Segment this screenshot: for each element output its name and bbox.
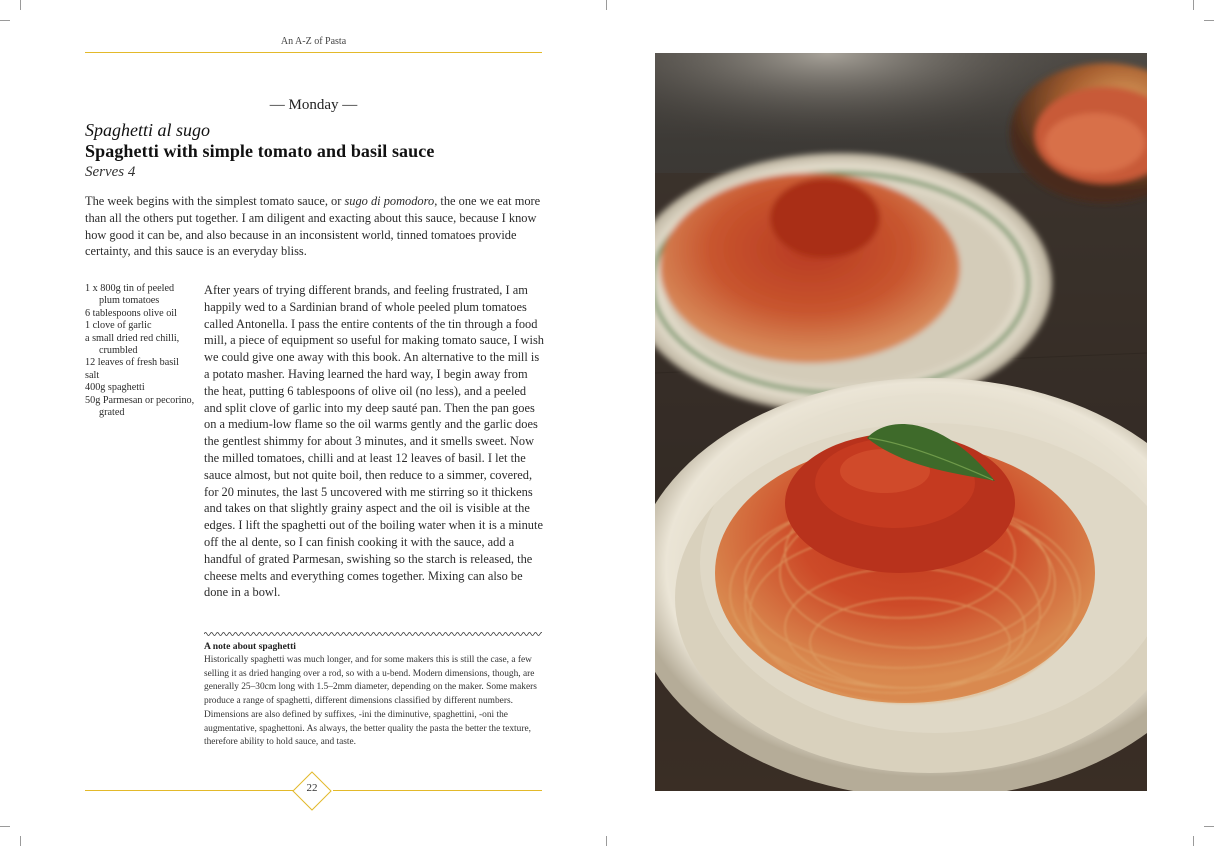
ingredient-item: salt (85, 369, 100, 381)
crop-mark (606, 0, 607, 10)
footer-rule-right (333, 790, 542, 791)
recipe-day: — Monday — (269, 97, 358, 113)
ingredient-item: 6 tablespoons olive oil (85, 307, 177, 319)
crop-mark (20, 0, 21, 10)
ingredient-list (85, 283, 197, 419)
recipe-method: After years of trying different brands, and feeling frustrated, I am happily wed to a Sardinian brand of whole peeled plum tomatoes called Antonella. I pass the entire contents of the tin through a food mill, a piece of equipment so useful for making tomato sauce, I wish we could give one away with this book. An alternative to the mill is a potato masher. Having learned the hard way, I begin away from the heat, putting 6 tablespoons of olive oil (no less), and a peeled and split clove of garlic into my deep sauté pan. Then the pan goes on a medium-low flame so the oil warms gently and the garlic does the gentlest shimmy for about 3 minutes, and it smells sweet. Now the milled tomatoes, chilli and at least 12 leaves of basil. I let the sauce almost, but not quite boil, then reduce to a simmer, covered, for 20 minutes, the last 5 uncovered with me stirring so it thickens and takes on that slightly grainy aspect and the oil is visible at the edges. I lift the spaghetti out of the boiling water when it is a minute off the al dente, so I can finish cooking it with the sauce, add a handful of grated Parmesan, swishing so the starch is released, the cheese melts and everything comes together. Mixing can also be done in a bowl. (204, 283, 544, 600)
recipe-title-italian: Spaghetti al sugo (85, 120, 210, 140)
ingredient-item: 12 leaves of fresh basil (85, 357, 179, 369)
ingredient-item: 400g spaghetti (85, 382, 145, 394)
crop-mark (20, 836, 21, 846)
ingredient-item: 50g Parmesan or pecorino, grated (85, 394, 195, 419)
page-number: 22 (306, 782, 318, 794)
running-header: An A-Z of Pasta (280, 36, 347, 47)
crop-mark (1204, 826, 1214, 827)
crop-mark (606, 836, 607, 846)
ingredient-item: a small dried red chilli, crumbled (85, 332, 180, 357)
recipe-intro (85, 193, 545, 260)
crop-mark (1193, 836, 1194, 846)
ingredient-item: 1 x 800g tin of peeled plum tomatoes (85, 283, 175, 307)
crop-mark (1193, 0, 1194, 10)
page-number-diamond (292, 771, 332, 811)
note-body: Historically spaghetti was much longer, and for some makers this is still the case, a few selling it as dried hanging over a rod, so with a u-bend. Modern dimensions, though, are generally 25–30cm long with 1.5–2mm diameter, depending on the maker. Some makers produce a range of spaghetti, different dimensions classified by different numbers. Dimensions are also defined by suffixes, -ini the diminutive, spaghettini, -oni the augmentative, spaghettoni. As always, the better quality the pasta the better the texture, therefore ability to hold sauce, and taste. (204, 655, 537, 748)
crop-mark (1204, 20, 1214, 21)
ingredient-item: 1 clove of garlic (85, 320, 152, 332)
recipe-title-english: Spaghetti with simple tomato and basil sauce (85, 141, 435, 161)
intro-text: The week begins with the simplest tomato sauce, or (85, 194, 345, 208)
recipe-serves: Serves 4 (85, 164, 136, 180)
spaghetti-photo (655, 53, 1147, 791)
intro-italic-term: sugo di pomodoro (344, 194, 435, 208)
header-rule (85, 52, 542, 53)
crop-mark (0, 20, 10, 21)
wavy-divider (204, 630, 542, 638)
footer-rule-left (85, 790, 293, 791)
note-title: A note about spaghetti (204, 641, 296, 652)
intro-text: , the one we eat more than all the others put together. I am diligent and exacting about this sauce, because I know how good it can be, and also because in an inconsistent world, tinned tomatoes provide certainty, and this sauce is an everyday bliss. (85, 194, 541, 259)
crop-mark (0, 826, 10, 827)
photo-illustration (655, 53, 1147, 791)
